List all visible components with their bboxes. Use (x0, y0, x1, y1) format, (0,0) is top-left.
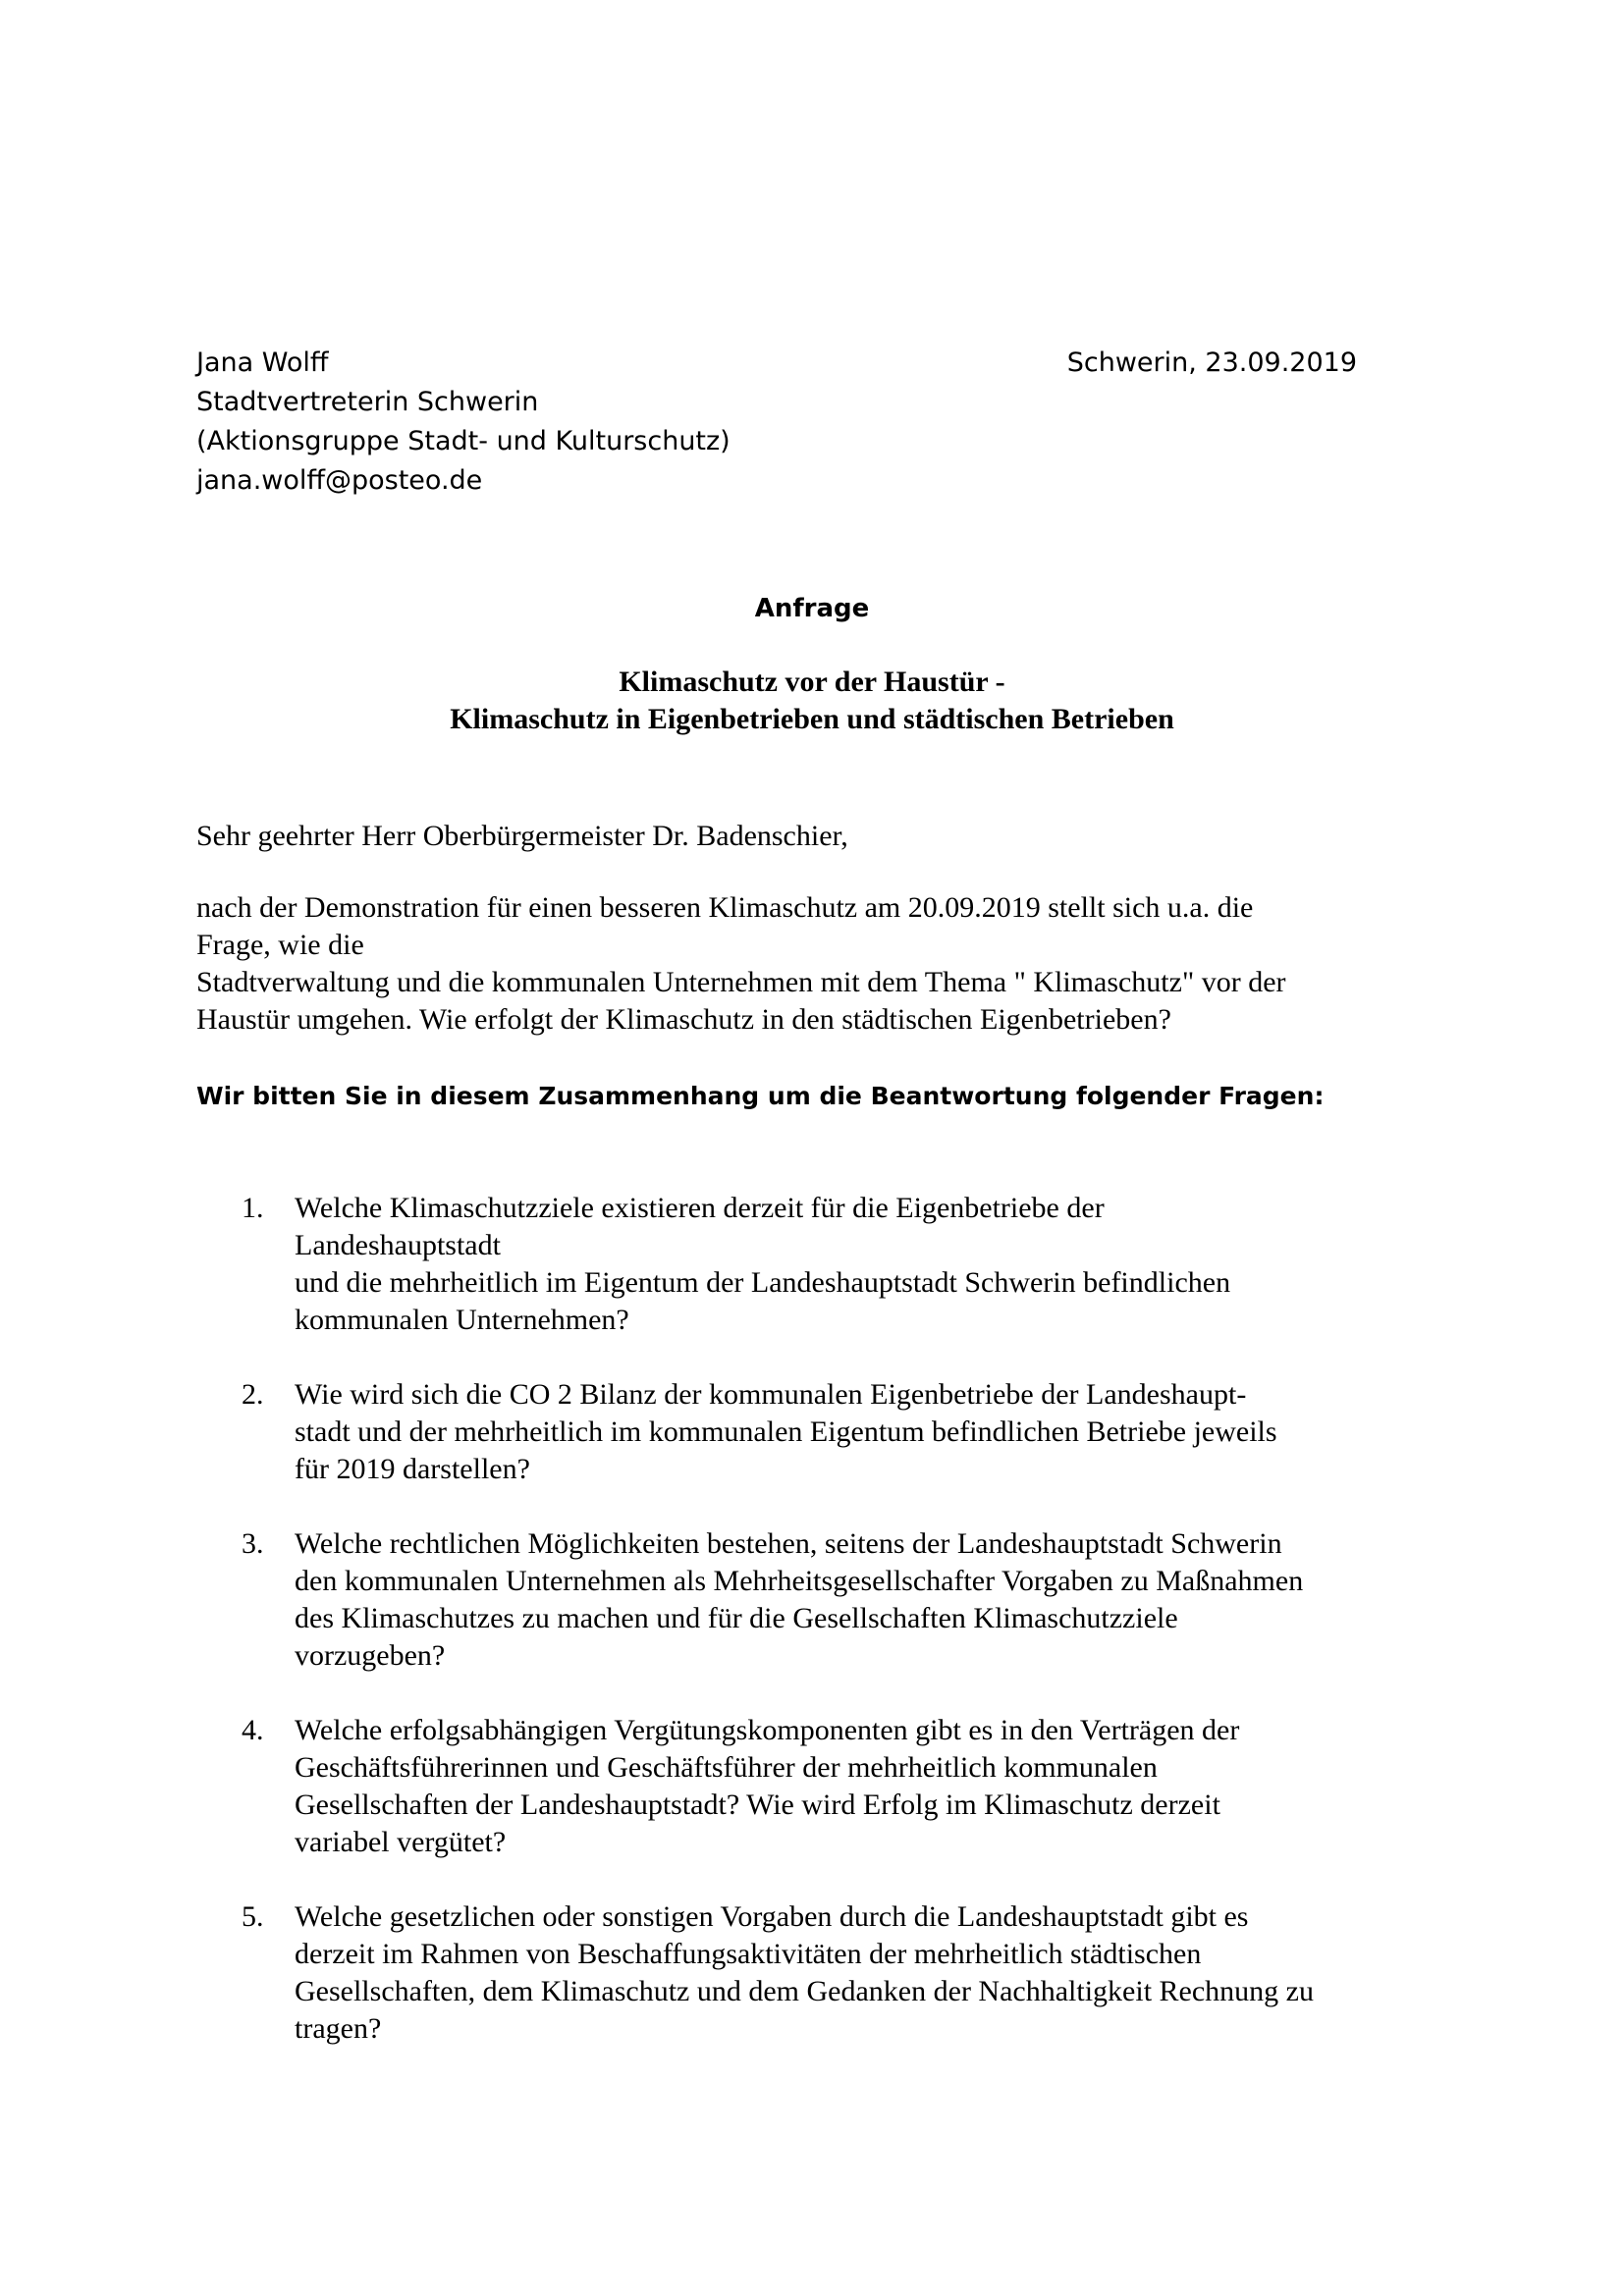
question-line: stadt und der mehrheitlich im kommunalen Eigentum befindlichen Betriebe jeweils (295, 1415, 1277, 1448)
question-line: Landeshauptstadt (295, 1229, 501, 1261)
intro-line: nach der Demonstration für einen besseren Klimaschutz am 20.09.2019 stellt sich u.a. die (196, 891, 1254, 924)
question-line: Gesellschaften, dem Klimaschutz und dem Gedanken der Nachhaltigkeit Rechnung zu (295, 1975, 1314, 2007)
question-line: Welche erfolgsabhängigen Vergütungskomponenten gibt es in den Verträgen der (295, 1714, 1240, 1746)
question-line: Wie wird sich die CO 2 Bilanz der kommunalen Eigenbetriebe der Landeshaupt- (295, 1378, 1247, 1411)
question-number: 2. (242, 1378, 264, 1411)
intro-line: Frage, wie die (196, 929, 364, 961)
question-text (295, 1376, 1473, 1488)
subject-line-2: Klimaschutz in Eigenbetrieben und städtischen Betrieben (450, 703, 1174, 735)
document-type-heading: Anfrage (754, 594, 870, 623)
question-line: Welche Klimaschutzziele existieren derzeit für die Eigenbetriebe der (295, 1192, 1105, 1224)
question-number: 5. (242, 1900, 264, 1933)
question-line: derzeit im Rahmen von Beschaffungsaktivitäten der mehrheitlich städtischen (295, 1938, 1202, 1970)
question-line: den kommunalen Unternehmen als Mehrheitsgesellschafter Vorgaben zu Maßnahmen (295, 1565, 1304, 1597)
question-number: 1. (242, 1192, 264, 1224)
salutation: Sehr geehrter Herr Oberbürgermeister Dr. Badenschier, (196, 820, 848, 852)
question-number: 4. (242, 1714, 264, 1746)
question-item (196, 1898, 1473, 2048)
question-line: und die mehrheitlich im Eigentum der Landeshauptstadt Schwerin befindlichen (295, 1266, 1231, 1299)
question-line: Gesellschaften der Landeshauptstadt? Wie wird Erfolg im Klimaschutz derzeit (295, 1789, 1220, 1821)
sender-role: Stadtvertreterin Schwerin (196, 387, 539, 417)
question-text (295, 1190, 1473, 1339)
sender-name: Jana Wolff (196, 347, 329, 378)
question-line: vorzugeben? (295, 1639, 446, 1672)
place-date: Schwerin, 23.09.2019 (1066, 347, 1357, 378)
question-list (196, 1190, 1473, 2085)
intro-line: Haustür umgehen. Wie erfolgt der Klimaschutz in den städtischen Eigenbetrieben? (196, 1003, 1171, 1036)
question-item (196, 1190, 1473, 1339)
question-text (295, 1898, 1473, 2048)
question-text (295, 1525, 1473, 1675)
question-line: Geschäftsführerinnen und Geschäftsführer der mehrheitlich kommunalen (295, 1751, 1158, 1784)
question-text (295, 1712, 1473, 1861)
sender-group: (Aktionsgruppe Stadt- und Kulturschutz) (196, 426, 731, 456)
sender-email: jana.wolff@posteo.de (196, 465, 483, 496)
question-line: Welche gesetzlichen oder sonstigen Vorgaben durch die Landeshauptstadt gibt es (295, 1900, 1249, 1933)
question-item (196, 1376, 1473, 1488)
question-line: kommunalen Unternehmen? (295, 1304, 629, 1336)
question-number: 3. (242, 1527, 264, 1560)
question-line: variabel vergütet? (295, 1826, 507, 1858)
question-line: für 2019 darstellen? (295, 1453, 530, 1485)
subject-heading (0, 664, 1624, 738)
intro-paragraph (196, 889, 1473, 1039)
question-item (196, 1712, 1473, 1861)
question-item (196, 1525, 1473, 1675)
question-line: tragen? (295, 2012, 382, 2045)
question-line: des Klimaschutzes zu machen und für die Gesellschaften Klimaschutzziele (295, 1602, 1178, 1634)
sender-block (196, 344, 731, 501)
intro-line: Stadtverwaltung und die kommunalen Unternehmen mit dem Thema " Klimaschutz" vor der (196, 966, 1286, 998)
request-statement: Wir bitten Sie in diesem Zusammenhang um die Beantwortung folgender Fragen: (196, 1082, 1325, 1110)
question-line: Welche rechtlichen Möglichkeiten bestehen, seitens der Landeshauptstadt Schwerin (295, 1527, 1282, 1560)
subject-line-1: Klimaschutz vor der Haustür - (619, 666, 1005, 698)
